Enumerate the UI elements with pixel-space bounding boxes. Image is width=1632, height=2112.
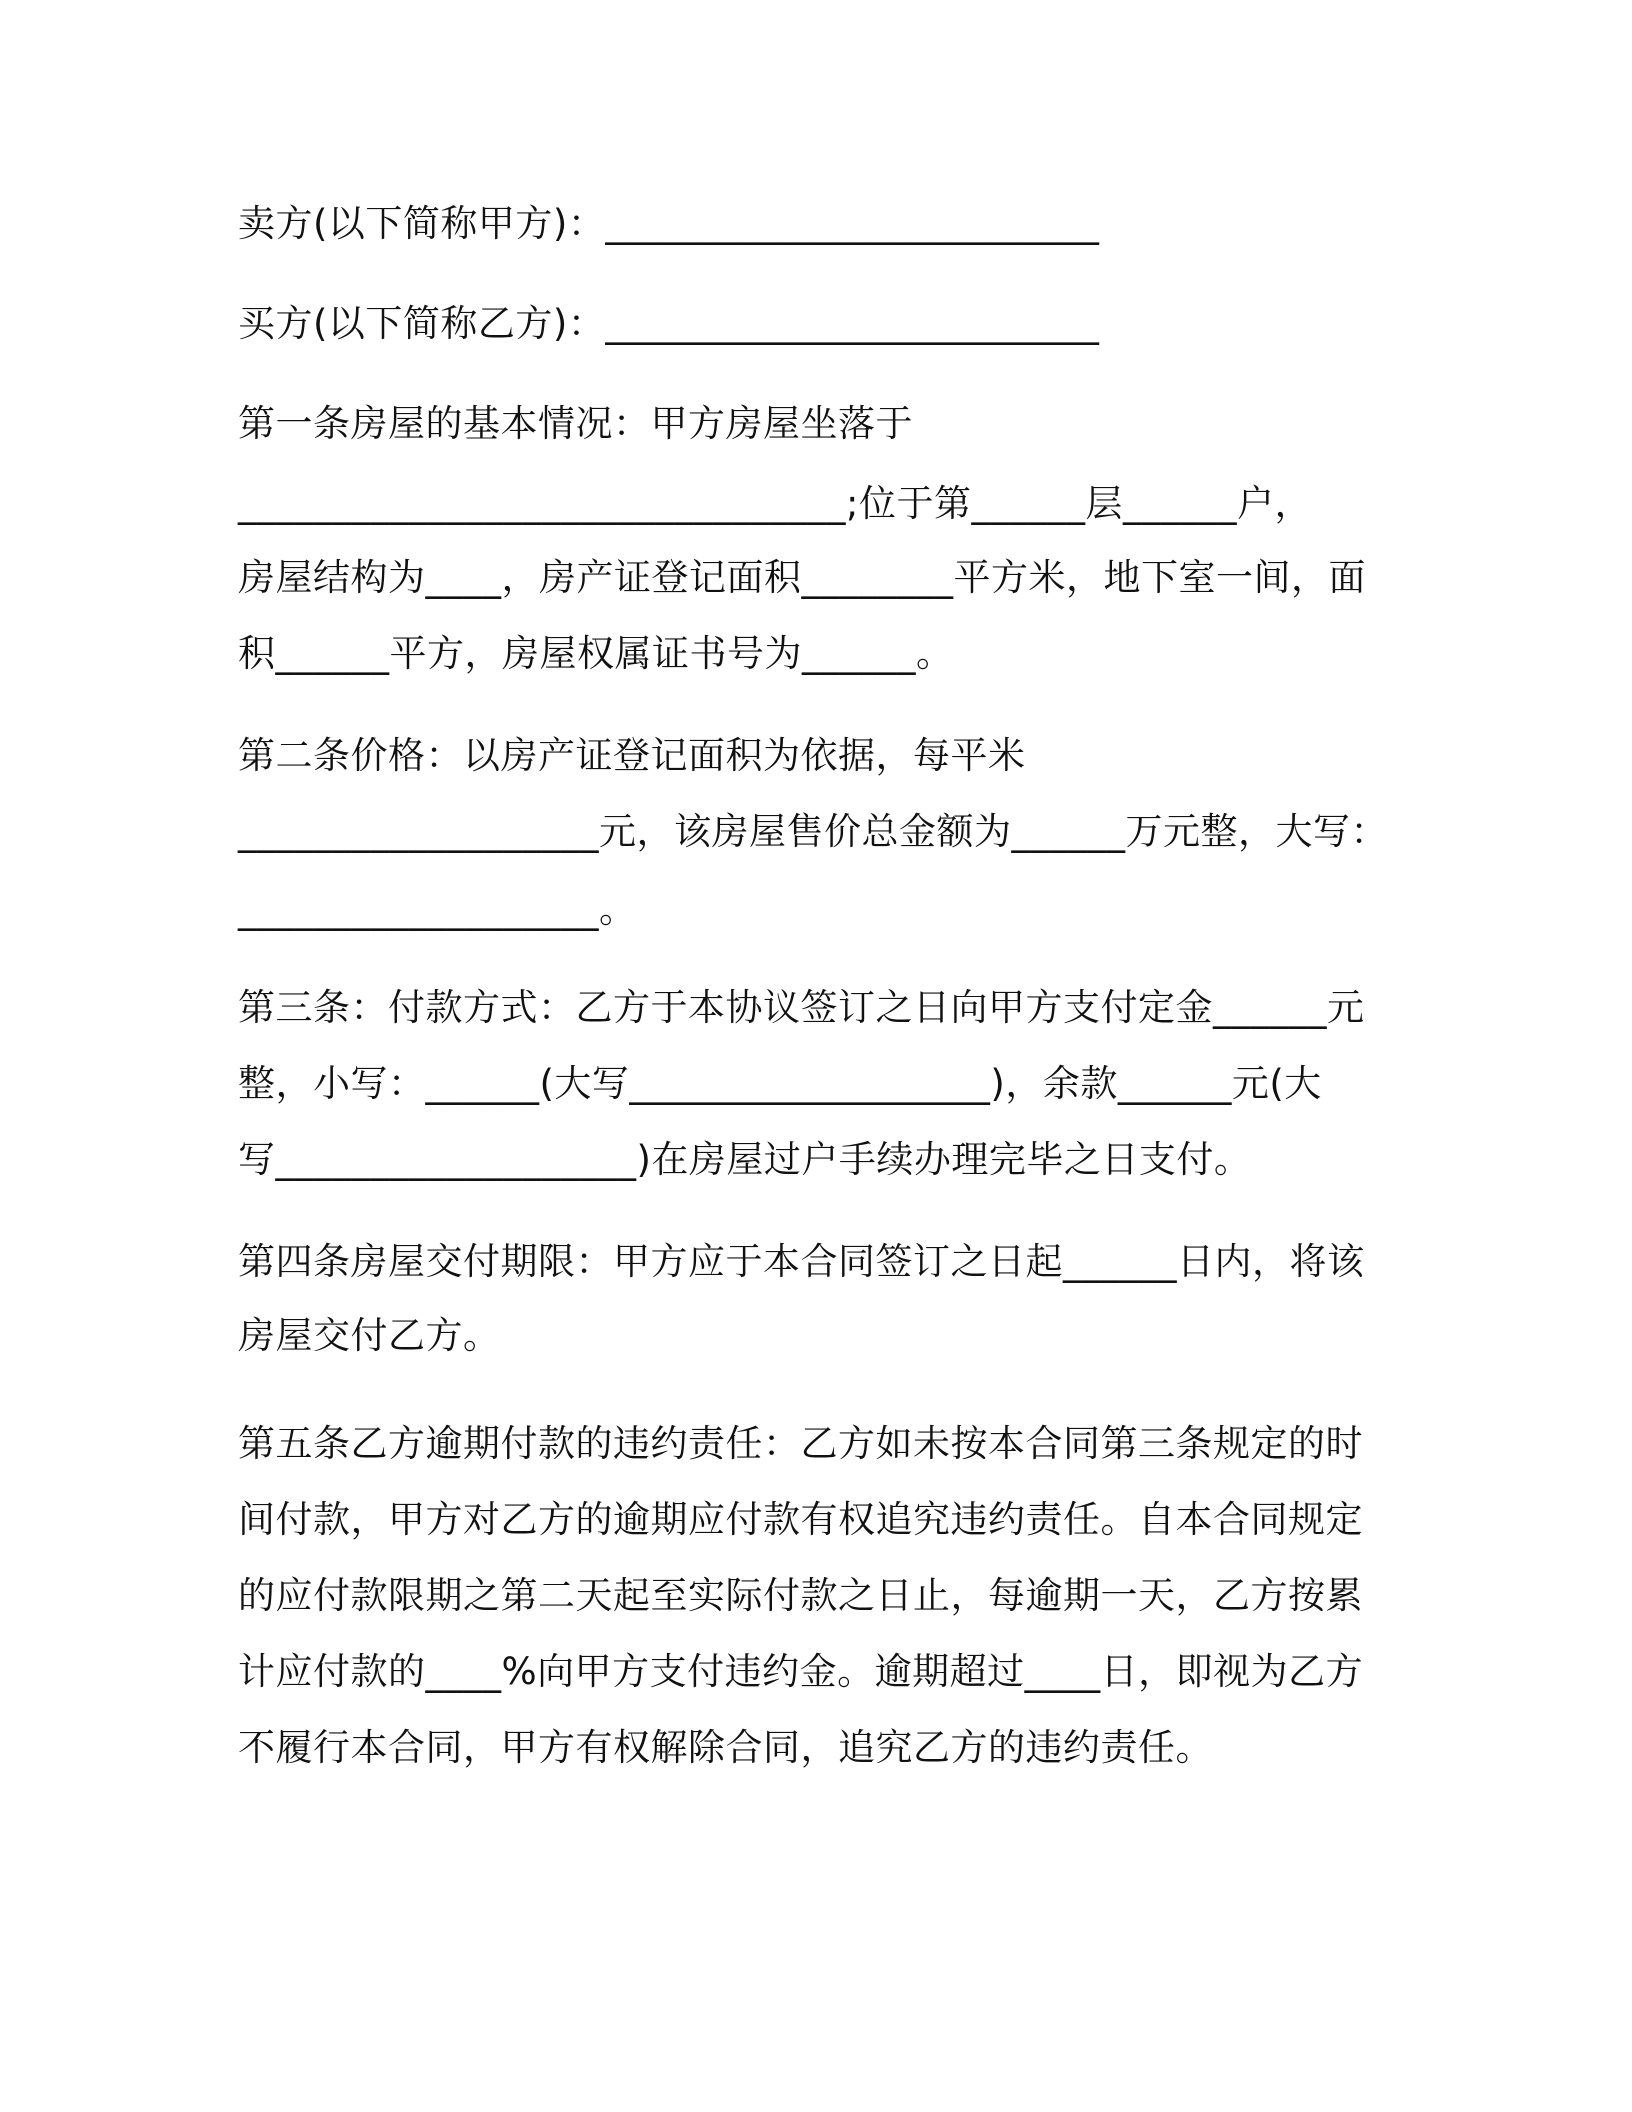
article-3-line-3: 写___________________)在房屋过户手续办理完毕之日支付。 — [238, 1138, 1252, 1181]
article-3-line-1: 第三条：付款方式：乙方于本协议签订之日向甲方支付定金______元 — [238, 986, 1365, 1029]
article-5-line-5: 不履行本合同，甲方有权解除合同，追究乙方的违约责任。 — [238, 1726, 1213, 1769]
article-4-line-2: 房屋交付乙方。 — [238, 1314, 501, 1357]
article-1-line-4: 积______平方，房屋权属证书号为______。 — [238, 632, 954, 675]
article-1-line-2: ________________________________;位于第______层______户， — [238, 482, 1312, 525]
buyer-line: 买方(以下简称乙方)：__________________________ — [238, 302, 1100, 345]
article-1-line-3: 房屋结构为____，房产证登记面积________平方米，地下室一间，面 — [238, 556, 1366, 599]
article-3-line-2: 整，小写：______(大写___________________)，余款______元(大 — [238, 1062, 1322, 1105]
article-2-line-3: ___________________。 — [238, 888, 637, 931]
seller-line: 卖方(以下简称甲方)：__________________________ — [238, 202, 1100, 245]
article-5-line-2: 间付款，甲方对乙方的逾期应付款有权追究违约责任。自本合同规定 — [238, 1498, 1363, 1541]
article-5-line-1: 第五条乙方逾期付款的违约责任：乙方如未按本合同第三条规定的时 — [238, 1422, 1363, 1465]
article-5-line-4: 计应付款的____%向甲方支付违约金。逾期超过____日，即视为乙方 — [238, 1650, 1364, 1693]
article-1-line-1: 第一条房屋的基本情况：甲方房屋坐落于 — [238, 402, 913, 445]
article-5-line-3: 的应付款限期之第二天起至实际付款之日止，每逾期一天，乙方按累 — [238, 1574, 1363, 1617]
article-4-line-1: 第四条房屋交付期限：甲方应于本合同签订之日起______日内，将该 — [238, 1240, 1365, 1283]
article-2-line-1: 第二条价格：以房产证登记面积为依据，每平米 — [238, 734, 1026, 777]
article-2-line-2: ___________________元，该房屋售价总金额为______万元整，大写： — [238, 810, 1388, 853]
